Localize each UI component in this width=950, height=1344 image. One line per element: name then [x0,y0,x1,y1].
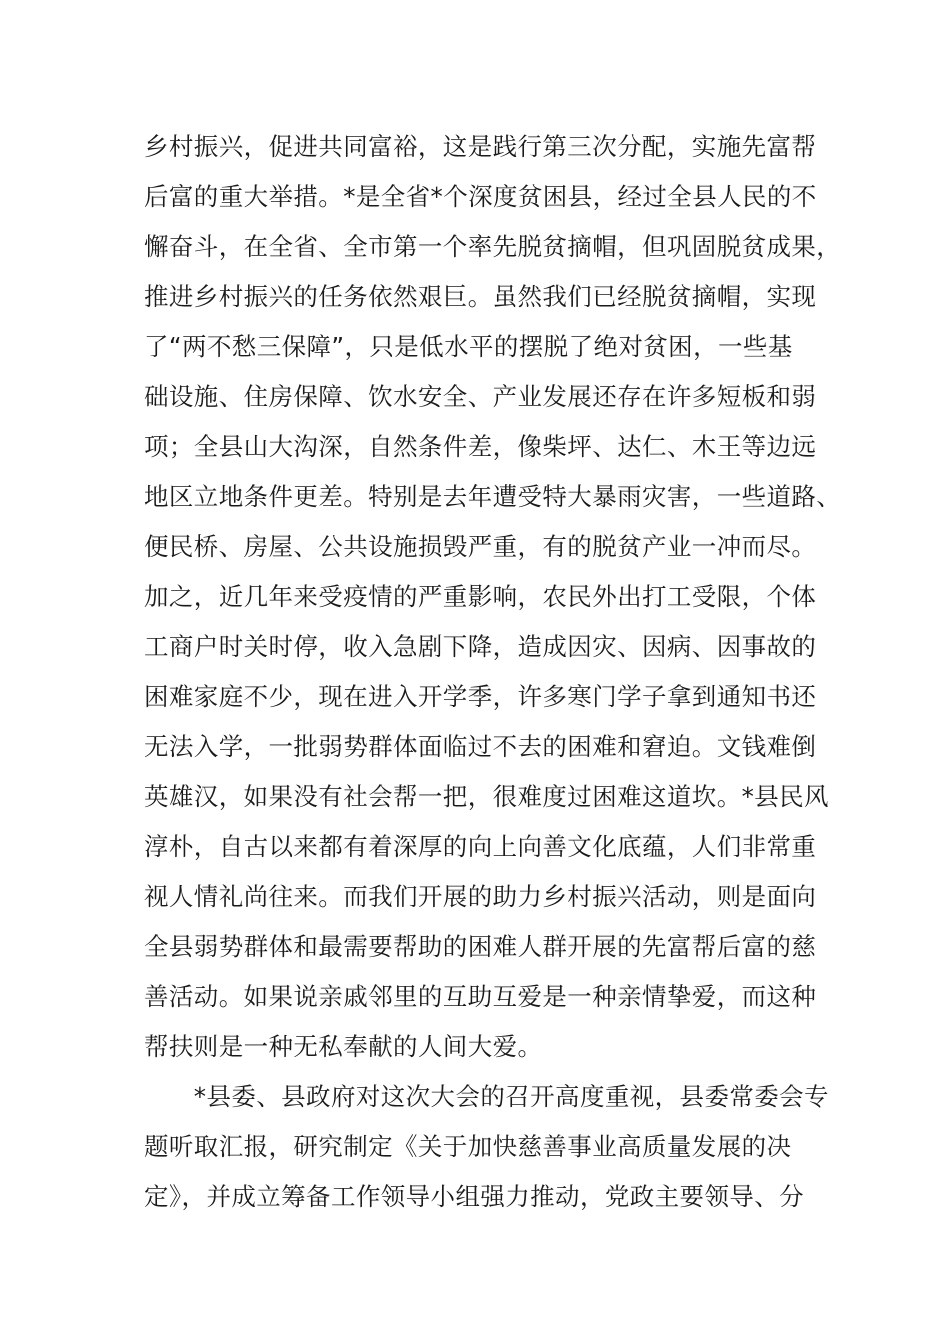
text-line: 便民桥、房屋、公共设施损毁严重，有的脱贫产业一冲而尽。 [144,532,817,561]
text-line: 推进乡村振兴的任务依然艰巨。虽然我们已经脱贫摘帽，实现 [144,282,817,311]
text-line: 困难家庭不少，现在进入开学季，许多寒门学子拿到通知书还 [144,682,817,711]
text-line: 础设施、住房保障、饮水安全、产业发展还存在许多短板和弱 [144,382,817,411]
text-line: 英雄汉，如果没有社会帮一把，很难度过困难这道坎。*县民风 [144,782,829,811]
text-line: 全县弱势群体和最需要帮助的困难人群开展的先富帮后富的慈 [144,932,817,961]
text-line: 视人情礼尚往来。而我们开展的助力乡村振兴活动，则是面向 [144,882,817,911]
text-line: 题听取汇报，研究制定《关于加快慈善事业高质量发展的决 [144,1132,792,1161]
text-line: 善活动。如果说亲戚邻里的互助互爱是一种亲情挚爱，而这种 [144,982,817,1011]
text-line: 了“两不愁三保障”，只是低水平的摆脱了绝对贫困，一些基 [144,332,793,361]
text-line: 工商户时关时停，收入急剧下降，造成因灾、因病、因事故的 [144,632,817,661]
text-line: 项；全县山大沟深，自然条件差，像柴坪、达仁、木王等边远 [144,432,817,461]
document-body [144,122,842,1222]
text-line: 后富的重大举措。*是全省*个深度贫困县，经过全县人民的不 [144,182,817,211]
text-line: 无法入学，一批弱势群体面临过不去的困难和窘迫。文钱难倒 [144,732,817,761]
text-line: 懈奋斗，在全省、全市第一个率先脱贫摘帽，但巩固脱贫成果， [144,232,842,261]
text-line: 加之，近几年来受疫情的严重影响，农民外出打工受限，个体 [144,582,817,611]
text-line: 淳朴，自古以来都有着深厚的向上向善文化底蕴，人们非常重 [144,832,817,861]
text-line: 地区立地条件更差。特别是去年遭受特大暴雨灾害，一些道路、 [144,482,842,511]
paragraph-1 [144,122,842,1072]
text-line: 定》，并成立筹备工作领导小组强力推动，党政主要领导、分 [144,1182,805,1211]
text-line: 乡村振兴，促进共同富裕，这是践行第三次分配，实施先富帮 [144,132,817,161]
text-line: *县委、县政府对这次大会的召开高度重视，县委常委会专 [144,1082,829,1111]
paragraph-2 [144,1072,829,1222]
text-line: 帮扶则是一种无私奉献的人间大爱。 [144,1032,543,1061]
